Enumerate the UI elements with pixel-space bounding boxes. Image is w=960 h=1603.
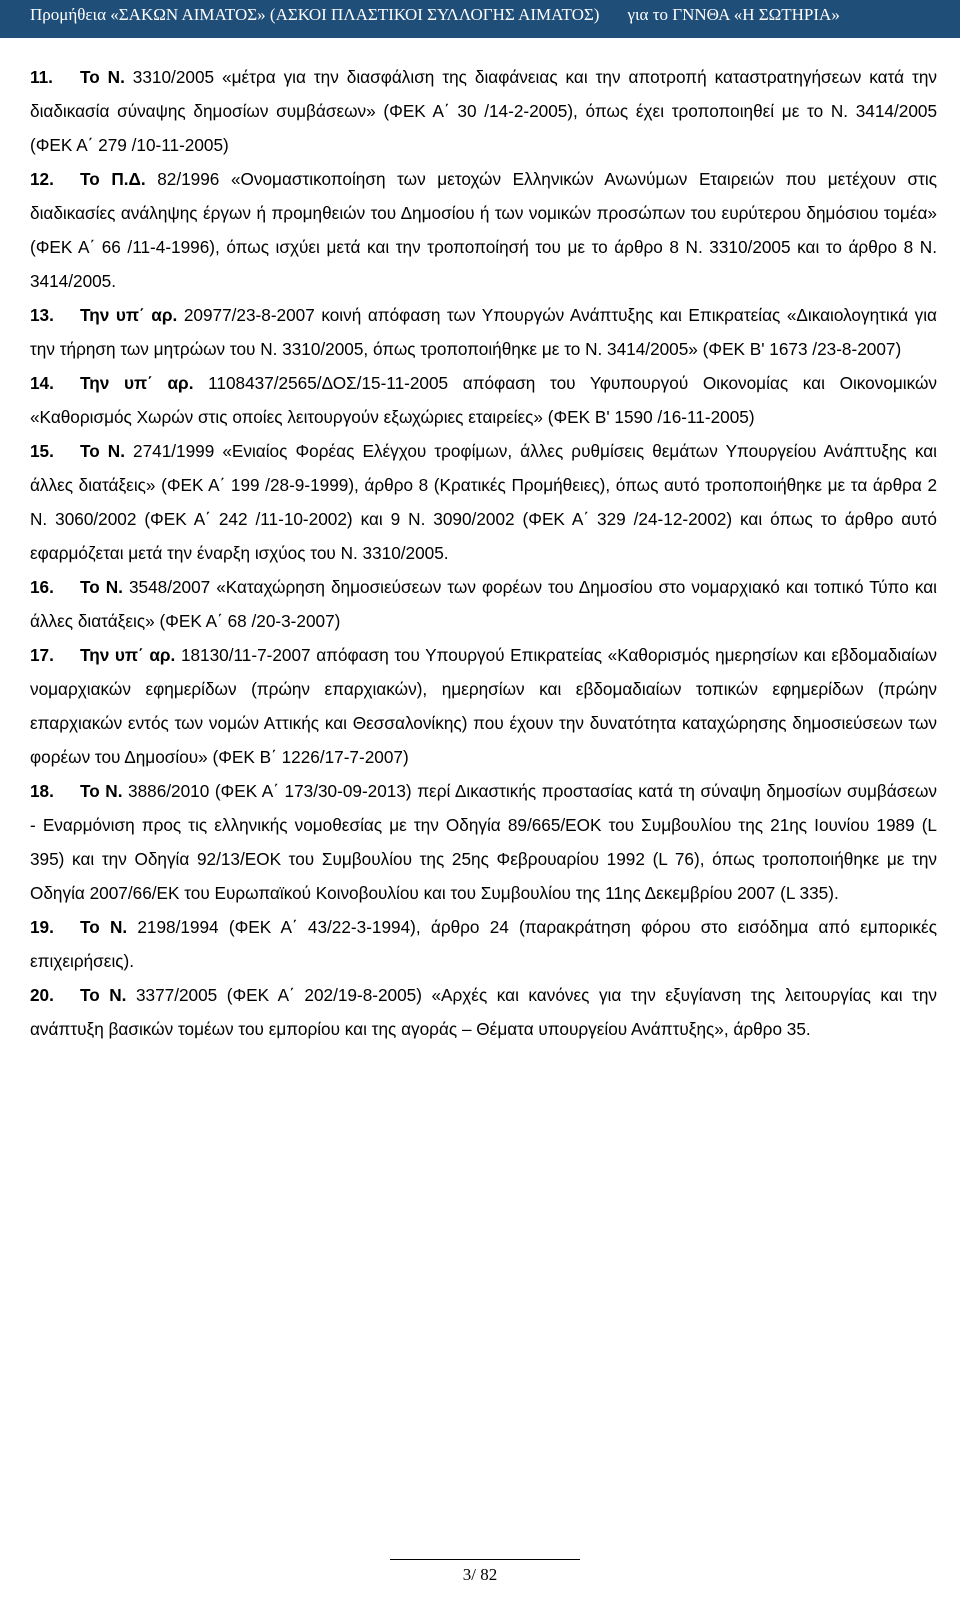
item-number: 19. <box>30 917 54 937</box>
list-item <box>30 298 937 366</box>
item-number: 14. <box>30 373 54 393</box>
document-header <box>0 0 960 38</box>
header-title: Προμήθεια «ΣΑΚΩΝ ΑΙΜΑΤΟΣ» (ΑΣΚΟΙ ΠΛΑΣΤΙΚΟΙ ΣΥΛΛΟΓΗΣ ΑΙΜΑΤΟΣ) <box>30 5 600 24</box>
item-number: 20. <box>30 985 54 1005</box>
list-item <box>30 774 937 910</box>
list-item <box>30 910 937 978</box>
item-lead: Το Ν. <box>80 441 125 461</box>
item-lead: Το Ν. <box>80 781 123 801</box>
page-number: 3/ 82 <box>462 1565 498 1584</box>
item-number: 16. <box>30 577 54 597</box>
item-lead: Την υπ΄ αρ. <box>80 645 176 665</box>
item-number: 18. <box>30 781 54 801</box>
item-lead: Το Π.Δ. <box>80 169 146 189</box>
item-text: 2198/1994 (ΦΕΚ Α΄ 43/22-3-1994), άρθρο 24 (παρακράτηση φόρου στο εισόδημα από εμπορικές επιχειρήσεις). <box>30 917 937 971</box>
item-text: 20977/23-8-2007 κοινή απόφαση των Υπουργών Ανάπτυξης και Επικρατείας «Δικαιολογητικά για την τήρηση των μητρώων του Ν. 3310/2005, όπως τροποποιήθηκε με το Ν. 3414/2005» (ΦΕΚ Β' 1673 /23-8-2007) <box>30 305 937 359</box>
item-lead: Το Ν. <box>80 917 128 937</box>
page-footer <box>0 1565 960 1585</box>
list-item <box>30 570 937 638</box>
item-text: 18130/11-7-2007 απόφαση του Υπουργού Επικρατείας «Καθορισμός ημερησίων και εβδομαδιαίων νομαρχιακών εφημερίδων (πρώην επαρχιακών), ημερησίων και εβδομαδιαίων τοπικών εφημερίδων (πρώην επαρχιακών εντός των νομών Αττικής και Θεσσαλονίκης) που έχουν την δυνατότητα καταχώρησης δημοσιεύσεων των φορέων του Δημοσίου» (ΦΕΚ Β΄ 1226/17-7-2007) <box>30 645 937 767</box>
item-lead: Το Ν. <box>80 577 123 597</box>
item-text: 3886/2010 (ΦΕΚ Α΄ 173/30-09-2013) περί Δικαστικής προστασίας κατά τη σύναψη δημοσίων συμβάσεων - Εναρμόνιση προς τις ελληνικής νομοθεσίας με την Οδηγία 89/665/ΕΟΚ του Συμβουλίου της 21ης Ιουνίου 1989 (L 395) και την Οδηγία 92/13/ΕΟΚ του Συμβουλίου της 25ης Φεβρουαρίου 1992 (L 76), όπως τροποποιήθηκε με την Οδηγία 2007/66/ΕΚ του Ευρωπαϊκού Κοινοβουλίου και του Συμβουλίου της 11ης Δεκεμβρίου 2007 (L 335). <box>30 781 937 903</box>
document-body <box>30 60 937 1046</box>
item-lead: Το Ν. <box>80 985 127 1005</box>
item-lead: Το Ν. <box>80 67 125 87</box>
item-number: 17. <box>30 645 54 665</box>
item-text: 1108437/2565/ΔΟΣ/15-11-2005 απόφαση του Υφυπουργού Οικονομίας και Οικονομικών «Καθορισμός Χωρών στις οποίες λειτουργούν εξωχώριες εταιρείες» (ΦΕΚ Β' 1590 /16-11-2005) <box>30 373 937 427</box>
item-text: 2741/1999 «Ενιαίος Φορέας Ελέγχου τροφίμων, άλλες ρυθμίσεις θεμάτων Υπουργείου Ανάπτυξης και άλλες διατάξεις» (ΦΕΚ Α΄ 199 /28-9-1999), άρθρο 8 (Κρατικές Προμήθειες), όπως αυτό τροποποιήθηκε με τα άρθρα 2 Ν. 3060/2002 (ΦΕΚ Α΄ 242 /11-10-2002) και 9 Ν. 3090/2002 (ΦΕΚ Α΄ 329 /24-12-2002) και όπως το άρθρο αυτό εφαρμόζεται μετά την έναρξη ισχύος του Ν. 3310/2005. <box>30 441 937 563</box>
item-lead: Την υπ΄ αρ. <box>80 305 178 325</box>
item-lead: Την υπ΄ αρ. <box>80 373 194 393</box>
list-item <box>30 366 937 434</box>
item-number: 15. <box>30 441 54 461</box>
item-text: 3310/2005 «μέτρα για την διασφάλιση της διαφάνειας και την αποτροπή καταστρατηγήσεων κατά την διαδικασία σύναψης δημοσίων συμβάσεων» (ΦΕΚ Α΄ 30 /14-2-2005), όπως έχει τροποποιηθεί με το Ν. 3414/2005 (ΦΕΚ Α΄ 279 /10-11-2005) <box>30 67 937 155</box>
item-number: 11. <box>30 67 53 87</box>
item-text: 82/1996 «Ονομαστικοποίηση των μετοχών Ελληνικών Ανωνύμων Εταιρειών που μετέχουν στις διαδικασίες ανάληψης έργων ή προμηθειών του Δημοσίου ή των νομικών προσώπων του ευρύτερου δημόσιου τομέα» (ΦΕΚ Α΄ 66 /11-4-1996), όπως ισχύει μετά και την τροποποίησή του με το άρθρο 8 Ν. 3310/2005 και το άρθρο 8 Ν. 3414/2005. <box>30 169 937 291</box>
list-item <box>30 162 937 298</box>
item-text: 3377/2005 (ΦΕΚ Α΄ 202/19-8-2005) «Αρχές και κανόνες για την εξυγίανση της λειτουργίας και την ανάπτυξη βασικών τομέων του εμπορίου και της αγοράς – Θέματα υπουργείου Ανάπτυξης», άρθρο 35. <box>30 985 937 1039</box>
list-item <box>30 60 937 162</box>
item-number: 13. <box>30 305 54 325</box>
header-subtitle: για το ΓΝΝΘΑ «Η ΣΩΤΗΡΙΑ» <box>627 5 840 24</box>
list-item <box>30 434 937 570</box>
list-item <box>30 638 937 774</box>
footer-divider <box>390 1559 580 1560</box>
list-item <box>30 978 937 1046</box>
item-number: 12. <box>30 169 54 189</box>
item-text: 3548/2007 «Καταχώρηση δημοσιεύσεων των φορέων του Δημοσίου στο νομαρχιακό και τοπικό Τύπο και άλλες διατάξεις» (ΦΕΚ Α΄ 68 /20-3-2007) <box>30 577 937 631</box>
